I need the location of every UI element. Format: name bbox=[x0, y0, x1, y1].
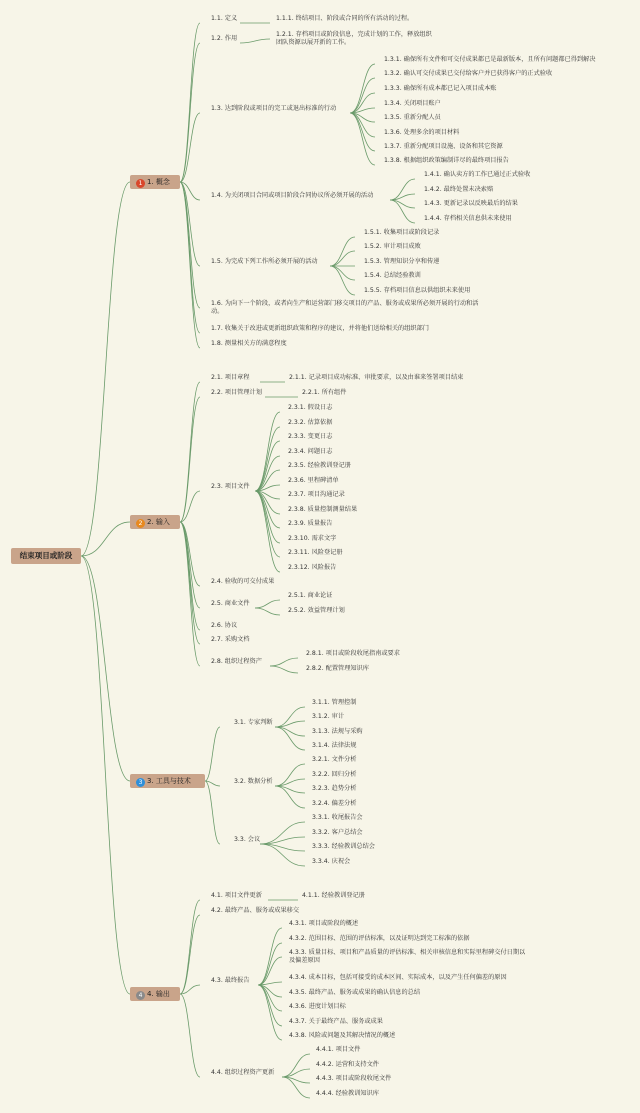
topic-node[interactable]: 2.3.4. 问题日志 bbox=[288, 448, 333, 455]
topic-node[interactable]: 2.3. 项目文件 bbox=[211, 483, 250, 490]
number-badge: 3 bbox=[136, 778, 145, 787]
topic-node[interactable]: 1.5. 为完成下列工作所必须开展的活动 bbox=[211, 258, 318, 265]
main-node-input[interactable] bbox=[130, 515, 180, 529]
topic-node[interactable]: 2.1. 项目章程 bbox=[211, 374, 250, 381]
topic-node[interactable]: 3.2.3. 趋势分析 bbox=[312, 785, 357, 792]
connector-line bbox=[350, 78, 375, 113]
topic-node[interactable]: 2.3.3. 变更日志 bbox=[288, 433, 333, 440]
topic-node[interactable]: 2.5.2. 效益管理计划 bbox=[288, 607, 345, 614]
topic-node[interactable]: 1.3.2. 确认可交付成果已交付给客户并已获得客户的正式验收 bbox=[384, 70, 553, 77]
connector-line bbox=[275, 727, 305, 750]
topic-node[interactable]: 3.2. 数据分析 bbox=[234, 778, 273, 785]
connector-line bbox=[255, 491, 280, 557]
topic-node[interactable]: 3.1.1. 管理控制 bbox=[312, 699, 357, 706]
topic-node[interactable]: 2.3.2. 估算依据 bbox=[288, 419, 333, 426]
connector-line bbox=[255, 456, 280, 491]
topic-node[interactable]: 2.6. 协议 bbox=[211, 622, 238, 629]
topic-node[interactable]: 1.5.1. 收集项目或阶段记录 bbox=[364, 229, 440, 236]
topic-node[interactable]: 4.2. 最终产品、服务或成果移交 bbox=[211, 907, 300, 914]
connector-line bbox=[258, 943, 282, 985]
topic-node[interactable]: 3.2.4. 偏差分析 bbox=[312, 800, 357, 807]
topic-node[interactable]: 3.3.1. 收尾报告会 bbox=[312, 814, 363, 821]
topic-node[interactable]: 2.8.2. 配置管理知识库 bbox=[306, 665, 369, 672]
topic-node[interactable]: 1.4. 为关闭项目合同或项目阶段合同协议所必须开展的活动 bbox=[211, 192, 374, 199]
topic-node[interactable]: 1.3.1. 确保所有文件和可交付成果都已是最新版本，且所有问题都已得到解决 bbox=[384, 56, 596, 63]
connector-line bbox=[180, 113, 200, 182]
topic-node[interactable]: 2.3.6. 里程碑清单 bbox=[288, 477, 339, 484]
topic-node[interactable]: 1.6. 为向下一个阶段，或者向生产和运营部门移交项目的产品、服务或成果所必须开展的行动和活动。 bbox=[211, 300, 479, 315]
topic-node[interactable]: 1.3.5. 重新分配人员 bbox=[384, 114, 441, 121]
connector-line bbox=[81, 522, 130, 556]
main-node-label: 4. 输出 bbox=[147, 990, 170, 998]
connector-line bbox=[255, 608, 280, 615]
topic-node[interactable]: 1.2. 作用 bbox=[211, 35, 238, 42]
topic-node[interactable]: 2.5.1. 商业论证 bbox=[288, 592, 333, 599]
topic-node[interactable]: 4.4.3. 项目或阶段收尾文件 bbox=[316, 1075, 392, 1082]
topic-node[interactable]: 2.3.12. 风险报告 bbox=[288, 564, 337, 571]
topic-node[interactable]: 1.5.4. 总结经验教训 bbox=[364, 272, 421, 279]
topic-node[interactable]: 4.4.2. 运营和支持文件 bbox=[316, 1061, 379, 1068]
topic-node[interactable]: 4.3.6. 进度计划目标 bbox=[289, 1003, 346, 1010]
topic-node[interactable]: 3.3.4. 庆祝会 bbox=[312, 858, 351, 865]
topic-node[interactable]: 1.3. 达到阶段或项目的完工或退出标准的行动 bbox=[211, 105, 337, 112]
topic-node[interactable]: 2.4. 验收的可交付成果 bbox=[211, 578, 275, 585]
connector-line bbox=[180, 900, 200, 994]
connector-line bbox=[180, 182, 200, 308]
root-node[interactable]: 结束项目或阶段 bbox=[11, 548, 81, 564]
main-node-output[interactable] bbox=[130, 987, 180, 1001]
connector-line bbox=[258, 928, 282, 985]
topic-node[interactable]: 2.2. 项目管理计划 bbox=[211, 389, 262, 396]
connector-line bbox=[240, 39, 270, 43]
connector-line bbox=[180, 522, 200, 666]
connector-line bbox=[180, 182, 200, 348]
number-badge: 1 bbox=[136, 179, 145, 188]
topic-node[interactable]: 1.3.7. 重新分配项目设施、设备和其它资源 bbox=[384, 143, 503, 150]
main-node-label: 2. 输入 bbox=[147, 518, 170, 526]
connector-line bbox=[180, 182, 200, 333]
topic-node[interactable]: 4.3.3. 质量目标、项目和产品质量的评估标准、相关审核信息和实际里程碑交付日期以及偏差原因 bbox=[289, 949, 526, 964]
topic-node[interactable]: 1.8. 测量相关方的满意程度 bbox=[211, 340, 287, 347]
topic-node[interactable]: 2.3.11. 风险登记册 bbox=[288, 549, 343, 556]
connector-line bbox=[350, 113, 375, 151]
connector-line bbox=[282, 1054, 310, 1077]
connector-line bbox=[180, 43, 200, 182]
connector-line bbox=[390, 200, 415, 223]
connector-line bbox=[255, 427, 280, 491]
topic-node[interactable]: 4.1. 项目文件更新 bbox=[211, 892, 262, 899]
connector-line bbox=[270, 666, 298, 673]
topic-node[interactable]: 4.3.1. 项目或阶段的概述 bbox=[289, 920, 359, 927]
topic-node[interactable]: 4.3.7. 关于最终产品、服务或成果 bbox=[289, 1018, 383, 1025]
connector-line bbox=[270, 658, 298, 666]
topic-node[interactable]: 2.8. 组织过程资产 bbox=[211, 658, 262, 665]
connector-line bbox=[205, 781, 220, 844]
connector-line bbox=[180, 397, 200, 522]
connector-line bbox=[258, 957, 282, 985]
topic-node[interactable]: 4.3.4. 成本目标，包括可接受的成本区间、实际成本，以及产生任何偏差的原因 bbox=[289, 974, 507, 981]
number-badge: 4 bbox=[136, 991, 145, 1000]
topic-node[interactable]: 2.2.1. 所有组件 bbox=[302, 389, 347, 396]
topic-node[interactable]: 1.3.8. 根据组织政策编制详尽的最终项目报告 bbox=[384, 157, 509, 164]
connector-line bbox=[81, 556, 130, 781]
topic-node[interactable]: 1.2.1. 存档项目或阶段信息，完成计划的工作，释放组织团队资源以展开新的工作。 bbox=[276, 31, 432, 46]
main-node-concept[interactable] bbox=[130, 175, 180, 189]
topic-node[interactable]: 1.3.6. 处理多余的项目材料 bbox=[384, 129, 460, 136]
connector-line bbox=[255, 412, 280, 491]
topic-node[interactable]: 1.4.1. 确认卖方的工作已通过正式验收 bbox=[424, 171, 531, 178]
connector-line bbox=[275, 727, 305, 736]
topic-node[interactable]: 4.3.2. 范围目标、范围的评估标准，以及证明达到完工标准的依据 bbox=[289, 935, 470, 942]
connector-line bbox=[258, 985, 282, 1040]
main-node-label: 1. 概念 bbox=[147, 178, 170, 186]
number-badge: 2 bbox=[136, 519, 145, 528]
topic-node[interactable]: 2.1.1. 记录项目成功标准、审批要求，以及由谁来签署项目结束 bbox=[289, 374, 464, 381]
connector-line bbox=[350, 64, 375, 113]
topic-node[interactable]: 2.3.7. 项目沟通记录 bbox=[288, 491, 345, 498]
topic-node[interactable]: 3.1.4. 法律法规 bbox=[312, 742, 357, 749]
topic-node[interactable]: 2.3.5. 经验教训登记册 bbox=[288, 462, 351, 469]
topic-node[interactable]: 3.1.2. 审计 bbox=[312, 713, 345, 720]
connector-line bbox=[205, 727, 220, 781]
topic-node[interactable]: 4.4. 组织过程资产更新 bbox=[211, 1069, 275, 1076]
topic-node[interactable]: 4.3.8. 风险或问题及其解决情况的概述 bbox=[289, 1032, 396, 1039]
connector-line bbox=[350, 113, 375, 165]
main-node-tools[interactable] bbox=[130, 774, 205, 788]
topic-node[interactable]: 3.1.3. 法规与采购 bbox=[312, 728, 363, 735]
connector-line bbox=[180, 382, 200, 522]
topic-node[interactable]: 1.5.5. 存档项目信息以供组织未来使用 bbox=[364, 287, 471, 294]
connector-line bbox=[180, 994, 200, 1077]
connector-line bbox=[81, 182, 130, 556]
topic-node[interactable]: 1.3.4. 关闭项目账户 bbox=[384, 100, 441, 107]
topic-node[interactable]: 4.3. 最终报告 bbox=[211, 977, 250, 984]
topic-node[interactable]: 1.5.2. 审计项目成败 bbox=[364, 243, 421, 250]
topic-node[interactable]: 2.3.1. 假设日志 bbox=[288, 404, 333, 411]
topic-node[interactable]: 1.4.3. 更新记录以反映最后的结果 bbox=[424, 200, 518, 207]
topic-node[interactable]: 3.2.2. 回归分析 bbox=[312, 771, 357, 778]
topic-node[interactable]: 2.8.1. 项目或阶段收尾指南或要求 bbox=[306, 650, 400, 657]
topic-node[interactable]: 3.1. 专家判断 bbox=[234, 719, 273, 726]
connector-line bbox=[330, 266, 355, 295]
connector-line bbox=[255, 441, 280, 491]
topic-node[interactable]: 1.1.1. 终结项目、阶段或合同的所有活动的过程。 bbox=[276, 15, 414, 22]
topic-node[interactable]: 2.3.9. 质量报告 bbox=[288, 520, 333, 527]
connector-line bbox=[180, 985, 200, 994]
topic-node[interactable]: 2.3.8. 质量控制测量结果 bbox=[288, 506, 358, 513]
topic-node[interactable]: 4.1.1. 经验教训登记册 bbox=[302, 892, 365, 899]
topic-node[interactable]: 3.3.2. 客户总结会 bbox=[312, 829, 363, 836]
connector-line bbox=[350, 113, 375, 137]
topic-node[interactable]: 1.4.2. 最终处置未决索赔 bbox=[424, 186, 494, 193]
connector-line bbox=[330, 266, 355, 280]
connector-line bbox=[258, 985, 282, 1011]
connector-line bbox=[180, 522, 200, 630]
topic-node[interactable]: 1.7. 收集关于改进或更新组织政策和程序的建议，并将他们送给相关的组织部门 bbox=[211, 325, 429, 332]
connector-line bbox=[81, 556, 130, 994]
main-node-label: 3. 工具与技术 bbox=[147, 777, 191, 785]
topic-node[interactable]: 2.7. 采购文档 bbox=[211, 636, 250, 643]
topic-node[interactable]: 3.3.3. 经验教训总结会 bbox=[312, 843, 375, 850]
topic-node[interactable]: 2.3.10. 需求文字 bbox=[288, 535, 337, 542]
topic-node[interactable]: 4.4.1. 项目文件 bbox=[316, 1046, 361, 1053]
topic-node[interactable]: 1.5.3. 管理知识分享和传递 bbox=[364, 258, 440, 265]
topic-node[interactable]: 3.3. 会议 bbox=[234, 836, 261, 843]
topic-node[interactable]: 3.2.1. 文件分析 bbox=[312, 756, 357, 763]
topic-node[interactable]: 2.5. 商业文件 bbox=[211, 600, 250, 607]
topic-node[interactable]: 4.3.5. 最终产品、服务或成果的确认信息的总结 bbox=[289, 989, 421, 996]
topic-node[interactable]: 1.1. 定义 bbox=[211, 15, 238, 22]
connector-line bbox=[180, 915, 200, 994]
topic-node[interactable]: 1.3.3. 确保所有成本都已记入项目成本账 bbox=[384, 85, 497, 92]
topic-node[interactable]: 1.4.4. 存档相关信息供未来使用 bbox=[424, 215, 512, 222]
topic-node[interactable]: 4.4.4. 经验教训知识库 bbox=[316, 1090, 379, 1097]
connector-line bbox=[255, 600, 280, 608]
connector-line bbox=[330, 251, 355, 266]
